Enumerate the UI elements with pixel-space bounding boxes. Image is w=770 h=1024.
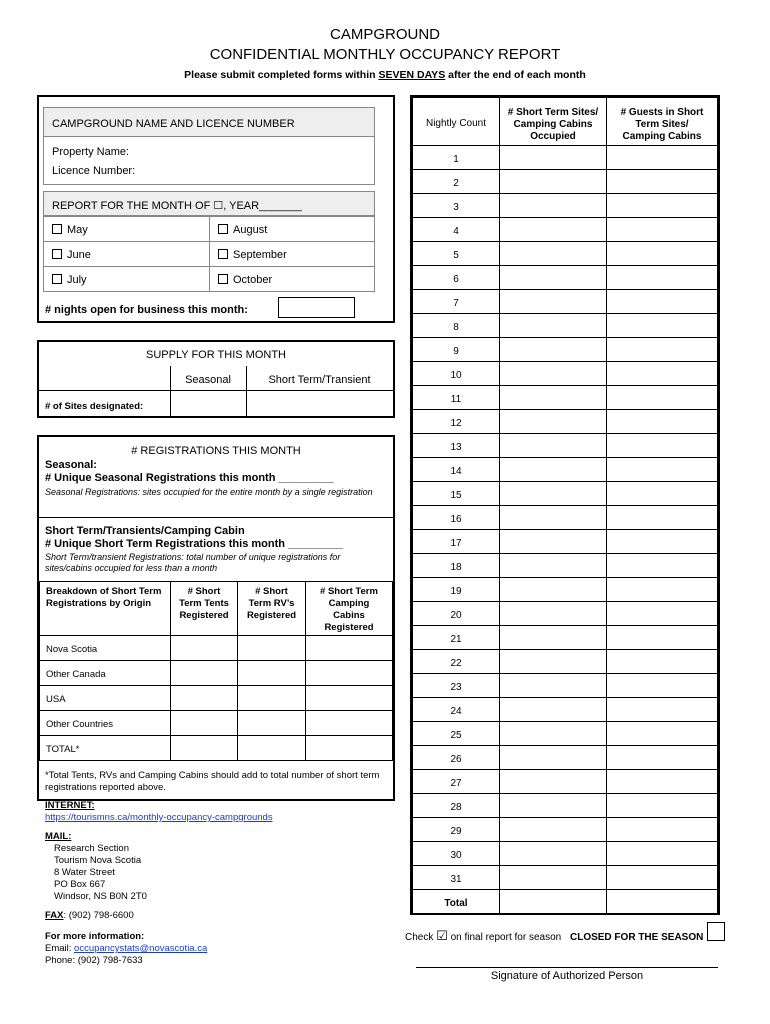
tents-cell[interactable]: [171, 686, 238, 711]
day-row: [413, 410, 718, 434]
guests-cell[interactable]: [607, 218, 718, 242]
day-number: 26: [450, 753, 462, 765]
day-row: [413, 722, 718, 746]
mail-line: Tourism Nova Scotia: [54, 855, 142, 866]
more-info-label: For more information:: [45, 931, 145, 942]
email-line: Email: occupancystats@novascotia.ca: [45, 943, 208, 954]
day-number: 30: [450, 849, 462, 861]
day-row: [413, 554, 718, 578]
report-month-heading: REPORT FOR THE MONTH OF ☐, YEAR_______: [52, 200, 302, 212]
checkbox-icon[interactable]: [218, 249, 228, 259]
sites-occupied-cell[interactable]: [500, 362, 607, 386]
day-row: [413, 194, 718, 218]
guests-cell[interactable]: [607, 866, 718, 890]
sites-designated-label: # of Sites designated:: [45, 401, 144, 412]
nights-open-input[interactable]: [278, 297, 355, 318]
day-number: 14: [450, 465, 462, 477]
sites-occupied-cell[interactable]: [500, 650, 607, 674]
month-option-september[interactable]: September: [218, 249, 287, 261]
guests-cell[interactable]: [607, 146, 718, 170]
check-mark-icon[interactable]: ☑: [436, 929, 448, 944]
day-row: [413, 578, 718, 602]
day-row: [413, 482, 718, 506]
guests-cell[interactable]: [607, 410, 718, 434]
sites-occupied-cell[interactable]: [500, 314, 607, 338]
seasonal-question[interactable]: # Unique Seasonal Registrations this month _________: [45, 472, 334, 484]
sites-occupied-cell[interactable]: [500, 578, 607, 602]
day-row: [413, 218, 718, 242]
day-number: 3: [453, 201, 459, 213]
sites-short-term-input[interactable]: [247, 391, 392, 416]
day-row: [413, 434, 718, 458]
day-row: [413, 458, 718, 482]
day-row: [413, 530, 718, 554]
sites-occupied-cell[interactable]: [500, 458, 607, 482]
property-licence-area: [43, 137, 375, 185]
guests-cell[interactable]: [607, 578, 718, 602]
tents-cell[interactable]: [171, 736, 238, 761]
mail-line: Windsor, NS B0N 2T0: [54, 891, 147, 902]
nightly-rows: [413, 146, 718, 890]
sites-occupied-cell[interactable]: [500, 626, 607, 650]
day-row: [413, 602, 718, 626]
checkbox-icon[interactable]: [52, 274, 62, 284]
day-number: 8: [453, 321, 459, 333]
day-row: [413, 314, 718, 338]
origin-breakdown-table: [39, 581, 393, 761]
col-cabins: # Short Term Camping Cabins Registered: [320, 586, 378, 633]
day-number: 19: [450, 585, 462, 597]
day-number: 31: [450, 873, 462, 885]
sites-seasonal-input[interactable]: [171, 391, 245, 416]
cabins-cell[interactable]: [306, 636, 393, 661]
mail-line: 8 Water Street: [54, 867, 115, 878]
supply-col-short-term: Short Term/Transient: [268, 374, 371, 386]
guests-cell[interactable]: [607, 314, 718, 338]
tents-cell[interactable]: [171, 661, 238, 686]
total-guests-cell[interactable]: [607, 890, 718, 914]
guests-cell[interactable]: [607, 698, 718, 722]
day-number: 12: [450, 417, 462, 429]
day-number: 28: [450, 801, 462, 813]
sites-occupied-cell[interactable]: [500, 290, 607, 314]
day-number: 15: [450, 489, 462, 501]
day-row: [413, 386, 718, 410]
form-title-line2: CONFIDENTIAL MONTHLY OCCUPANCY REPORT: [209, 46, 561, 63]
mail-label: MAIL:: [45, 831, 72, 842]
total-row: [413, 890, 718, 914]
guests-cell[interactable]: [607, 434, 718, 458]
day-number: 7: [453, 297, 459, 309]
sites-occupied-cell[interactable]: [500, 338, 607, 362]
day-number: 25: [450, 729, 462, 741]
guests-cell[interactable]: [607, 290, 718, 314]
sites-occupied-cell[interactable]: [500, 506, 607, 530]
guests-cell[interactable]: [607, 170, 718, 194]
property-name-label[interactable]: Property Name:: [52, 146, 130, 158]
day-row: [413, 290, 718, 314]
sites-occupied-cell[interactable]: [500, 218, 607, 242]
signature-label: Signature of Authorized Person: [490, 970, 644, 982]
header-guests: # Guests in Short Term Sites/ Camping Cabins: [607, 98, 718, 146]
day-number: 2: [453, 177, 459, 189]
guests-cell[interactable]: [607, 626, 718, 650]
rvs-cell[interactable]: [238, 711, 306, 736]
breakdown-header: Breakdown of Short Term Registrations by Origin: [46, 586, 162, 609]
month-option-october[interactable]: October: [218, 274, 272, 286]
registrations-divider: [39, 517, 393, 518]
checkbox-icon[interactable]: [52, 249, 62, 259]
mail-line: Research Section: [54, 843, 129, 854]
day-row: [413, 650, 718, 674]
guests-cell[interactable]: [607, 770, 718, 794]
seasonal-note: Seasonal Registrations: sites occupied for the entire month by a single registration: [45, 487, 373, 497]
internet-label: INTERNET:: [45, 800, 95, 811]
header-nightly-count: Nightly Count: [413, 98, 500, 146]
nightly-count-table: [412, 97, 718, 914]
campground-heading: CAMPGROUND NAME AND LICENCE NUMBER: [52, 118, 295, 130]
day-row: [413, 866, 718, 890]
tents-cell[interactable]: [171, 636, 238, 661]
month-option-august[interactable]: August: [218, 224, 267, 236]
sites-occupied-cell[interactable]: [500, 770, 607, 794]
guests-cell[interactable]: [607, 746, 718, 770]
guests-cell[interactable]: [607, 338, 718, 362]
sites-occupied-cell[interactable]: [500, 266, 607, 290]
final-report-text: on final report for season: [450, 932, 562, 943]
guests-cell[interactable]: [607, 842, 718, 866]
guests-cell[interactable]: [607, 458, 718, 482]
rvs-cell[interactable]: [238, 736, 306, 761]
day-number: 10: [450, 369, 462, 381]
origin-row-label: Other Canada: [46, 669, 106, 680]
guests-cell[interactable]: [607, 554, 718, 578]
sites-occupied-cell[interactable]: [500, 194, 607, 218]
day-number: 23: [450, 681, 462, 693]
guests-cell[interactable]: [607, 794, 718, 818]
guests-cell[interactable]: [607, 386, 718, 410]
nights-open-label: # nights open for business this month:: [45, 304, 248, 316]
total-sites-cell[interactable]: [500, 890, 607, 914]
day-number: 4: [453, 225, 459, 237]
registrations-footnote: *Total Tents, RVs and Camping Cabins should add to total number of short term registrations reported above.: [45, 770, 380, 793]
col-rvs: # Short Term RV’s Registered: [246, 586, 297, 621]
day-row: [413, 170, 718, 194]
month-option-june[interactable]: June: [52, 249, 91, 261]
short-term-question[interactable]: # Unique Short Term Registrations this month _________: [45, 538, 344, 550]
sites-occupied-cell[interactable]: [500, 146, 607, 170]
rvs-cell[interactable]: [238, 661, 306, 686]
rvs-cell[interactable]: [238, 686, 306, 711]
internet-link[interactable]: https://tourismns.ca/monthly-occupancy-campgrounds: [45, 812, 273, 823]
sites-occupied-cell[interactable]: [500, 746, 607, 770]
phone-line: Phone: (902) 798-7633: [45, 955, 143, 966]
guests-cell[interactable]: [607, 266, 718, 290]
rvs-cell[interactable]: [238, 636, 306, 661]
closed-for-season-line: [405, 929, 703, 944]
supply-col-seasonal: Seasonal: [185, 374, 231, 386]
sites-occupied-cell[interactable]: [500, 674, 607, 698]
month-option-july[interactable]: July: [52, 274, 87, 286]
day-row: [413, 362, 718, 386]
cabins-cell[interactable]: [306, 736, 393, 761]
day-row: [413, 674, 718, 698]
tents-cell[interactable]: [171, 711, 238, 736]
day-number: 11: [450, 393, 462, 405]
day-row: [413, 338, 718, 362]
check-label: Check: [405, 932, 434, 943]
sites-occupied-cell[interactable]: [500, 242, 607, 266]
day-number: 17: [450, 537, 462, 549]
day-row: [413, 770, 718, 794]
day-row: [413, 842, 718, 866]
day-row: [413, 698, 718, 722]
day-number: 13: [450, 441, 462, 453]
origin-row-label: USA: [46, 694, 66, 705]
checkbox-icon[interactable]: [218, 274, 228, 284]
sites-occupied-cell[interactable]: [500, 818, 607, 842]
total-label: Total: [444, 897, 468, 909]
email-link[interactable]: occupancystats@novascotia.ca: [74, 943, 208, 954]
sites-occupied-cell[interactable]: [500, 554, 607, 578]
fax-line: FAX: (902) 798-6600: [45, 910, 134, 921]
sites-occupied-cell[interactable]: [500, 434, 607, 458]
day-row: [413, 794, 718, 818]
sites-occupied-cell[interactable]: [500, 698, 607, 722]
cabins-cell[interactable]: [306, 686, 393, 711]
registrations-heading: # REGISTRATIONS THIS MONTH: [131, 445, 301, 457]
closed-checkbox[interactable]: [707, 922, 725, 941]
guests-cell[interactable]: [607, 602, 718, 626]
mail-line: PO Box 667: [54, 879, 106, 890]
month-grid: [43, 216, 375, 292]
day-row: [413, 266, 718, 290]
col-tents: # Short Term Tents Registered: [179, 586, 229, 621]
guests-cell[interactable]: [607, 674, 718, 698]
cabins-cell[interactable]: [306, 661, 393, 686]
licence-number-label[interactable]: Licence Number:: [52, 165, 136, 177]
day-row: [413, 506, 718, 530]
sites-occupied-cell[interactable]: [500, 722, 607, 746]
closed-label: CLOSED FOR THE SEASON: [569, 932, 704, 943]
month-option-may[interactable]: May: [52, 224, 88, 236]
day-number: 24: [450, 705, 462, 717]
day-row: [413, 818, 718, 842]
day-row: [413, 242, 718, 266]
sites-occupied-cell[interactable]: [500, 842, 607, 866]
checkbox-icon[interactable]: [218, 224, 228, 234]
header-sites-occupied: # Short Term Sites/ Camping Cabins Occupied: [500, 98, 607, 146]
checkbox-icon[interactable]: [52, 224, 62, 234]
day-number: 29: [450, 825, 462, 837]
day-row: [413, 146, 718, 170]
guests-cell[interactable]: [607, 650, 718, 674]
day-number: 21: [450, 633, 462, 645]
contact-info: [45, 800, 395, 967]
guests-cell[interactable]: [607, 530, 718, 554]
day-number: 9: [453, 345, 459, 357]
guests-cell[interactable]: [607, 506, 718, 530]
short-term-label: Short Term/Transients/Camping Cabin: [45, 525, 245, 537]
day-number: 18: [450, 561, 462, 573]
sites-occupied-cell[interactable]: [500, 482, 607, 506]
sites-occupied-cell[interactable]: [500, 410, 607, 434]
signature-line: [416, 967, 718, 968]
sites-occupied-cell[interactable]: [500, 866, 607, 890]
guests-cell[interactable]: [607, 242, 718, 266]
seasonal-label: Seasonal:: [45, 459, 97, 471]
origin-row-label: Other Countries: [46, 719, 114, 730]
day-number: 5: [453, 249, 459, 261]
sites-occupied-cell[interactable]: [500, 794, 607, 818]
day-row: [413, 746, 718, 770]
origin-row-label: Nova Scotia: [46, 644, 98, 655]
day-number: 1: [453, 153, 459, 165]
sites-occupied-cell[interactable]: [500, 386, 607, 410]
sites-occupied-cell[interactable]: [500, 170, 607, 194]
guests-cell[interactable]: [607, 194, 718, 218]
submission-instruction: Please submit completed forms within SEVEN DAYS after the end of each month: [184, 69, 586, 81]
day-number: 16: [450, 513, 462, 525]
day-row: [413, 626, 718, 650]
supply-heading: SUPPLY FOR THIS MONTH: [146, 349, 286, 361]
guests-cell[interactable]: [607, 482, 718, 506]
day-number: 22: [450, 657, 462, 669]
sites-occupied-cell[interactable]: [500, 602, 607, 626]
cabins-cell[interactable]: [306, 711, 393, 736]
short-term-note: Short Term/transient Registrations: total number of unique registrations for sites/cabins occupied for less than a month: [45, 552, 341, 573]
origin-row-label: TOTAL*: [46, 744, 80, 755]
sites-occupied-cell[interactable]: [500, 530, 607, 554]
guests-cell[interactable]: [607, 722, 718, 746]
form-title-line1: CAMPGROUND: [329, 26, 440, 43]
guests-cell[interactable]: [607, 818, 718, 842]
guests-cell[interactable]: [607, 362, 718, 386]
day-number: 27: [450, 777, 462, 789]
day-number: 20: [450, 609, 462, 621]
day-number: 6: [453, 273, 459, 285]
